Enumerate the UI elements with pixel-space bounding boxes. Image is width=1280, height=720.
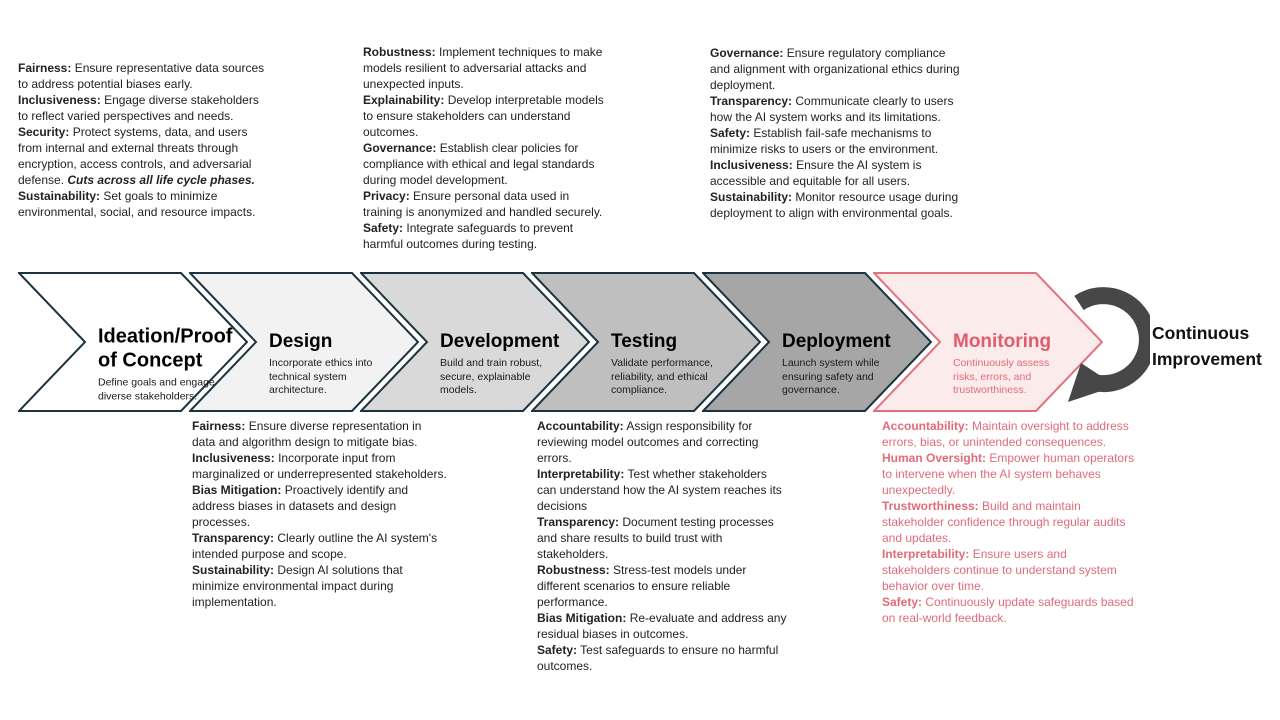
note-item-label: Safety: xyxy=(882,595,923,609)
note-item-text: Proactively identify and address biases in datasets and design processes. xyxy=(192,483,409,529)
stage-description: Continuously assess risks, errors, and trustworthiness. xyxy=(953,357,1050,397)
note-item-text: Engage diverse stakeholders to reflect varied perspectives and needs. xyxy=(18,93,259,123)
stage-description: Incorporate ethics into technical system architecture. xyxy=(269,357,373,397)
note-item-label: Fairness: xyxy=(18,61,72,75)
note-item-label: Transparency: xyxy=(710,94,793,108)
note-item-label: Interpretability: xyxy=(882,547,970,561)
note-item-label: Sustainability: xyxy=(710,190,793,204)
note-item-label: Robustness: xyxy=(537,563,610,577)
stage-title: Testing xyxy=(611,331,678,353)
note-item-label: Safety: xyxy=(363,221,404,235)
note-item-label: Inclusiveness: xyxy=(18,93,101,107)
stage-description: Launch system while ensuring safety and governance. xyxy=(782,357,880,397)
note-item-text: Maintain oversight to address errors, bias, or unintended consequences. xyxy=(882,419,1129,449)
note-item-text: Re-evaluate and address any residual biases in outcomes. xyxy=(537,611,787,641)
note-item-label: Sustainability: xyxy=(18,189,101,203)
note-item-text: Stress-test models under different scenarios to ensure reliable performance. xyxy=(537,563,747,609)
note-item-text: Ensure representative data sources to address potential biases early. xyxy=(18,61,265,91)
note-item-label: Governance: xyxy=(710,46,784,60)
note-item-text: Ensure diverse representation in data and algorithm design to mitigate bias. xyxy=(192,419,422,449)
stage-description: Validate performance, reliability, and ethical compliance. xyxy=(611,357,713,397)
note-item-text: Design AI solutions that minimize environmental impact during implementation. xyxy=(192,563,403,609)
note-item-text: Build and maintain stakeholder confidence through regular audits and updates. xyxy=(882,499,1126,545)
note-item-label: Transparency: xyxy=(192,531,275,545)
continuous-improvement-loop-arrow-icon xyxy=(1060,276,1150,408)
note-item-label: Governance: xyxy=(363,141,437,155)
note-item-label: Inclusiveness: xyxy=(710,158,793,172)
note-item-label: Accountability: xyxy=(882,419,969,433)
note-item-text: Test safeguards to ensure no harmful outcomes. xyxy=(537,643,779,673)
note-item-label: Interpretability: xyxy=(537,467,625,481)
note-item-emphasis: Cuts across all life cycle phases. xyxy=(67,173,255,187)
note-item-text: Develop interpretable models to ensure stakeholders can understand outcomes. xyxy=(363,93,604,139)
note-item-text: Clearly outline the AI system's intended purpose and scope. xyxy=(192,531,438,561)
note-item-text: Ensure the AI system is accessible and equitable for all users. xyxy=(710,158,922,188)
note-item-text: Empower human operators to intervene when the AI system behaves unexpectedly. xyxy=(882,451,1135,497)
note-item-text: Integrate safeguards to prevent harmful outcomes during testing. xyxy=(363,221,574,251)
note-item-label: Trustworthiness: xyxy=(882,499,979,513)
note-item-text: Implement techniques to make models resilient to adversarial attacks and unexpected inputs. xyxy=(363,45,603,91)
note-item-label: Accountability: xyxy=(537,419,624,433)
note-item-text: Document testing processes and share results to build trust with stakeholders. xyxy=(537,515,774,561)
note-item-text: Establish fail-safe mechanisms to minimize risks to users or the environment. xyxy=(710,126,939,156)
note-item-label: Bias Mitigation: xyxy=(537,611,627,625)
note-item-text: Set goals to minimize environmental, social, and resource impacts. xyxy=(18,189,256,219)
note-item-label: Inclusiveness: xyxy=(192,451,275,465)
note-item-text: Ensure personal data used in training is anonymized and handled securely. xyxy=(363,189,603,219)
stage-title: Design xyxy=(269,331,333,353)
stage-description: Build and train robust, secure, explainable models. xyxy=(440,357,543,397)
note-item-label: Security: xyxy=(18,125,70,139)
note-item-text: Protect systems, data, and users from internal and external threats through encryption, access controls, and adversarial defense. xyxy=(18,125,252,187)
continuous-improvement-label: Continuous Improvement xyxy=(1152,323,1262,369)
note-item-label: Fairness: xyxy=(192,419,246,433)
note-item-text: Ensure regulatory compliance and alignment with organizational ethics during deployment. xyxy=(710,46,960,92)
note-item-text: Assign responsibility for reviewing model outcomes and correcting errors. xyxy=(537,419,759,465)
note-item-text: Monitor resource usage during deployment to align with environmental goals. xyxy=(710,190,959,220)
stage-title: Deployment xyxy=(782,331,891,353)
note-item-label: Sustainability: xyxy=(192,563,275,577)
note-item-text: Ensure users and stakeholders continue to understand system behavior over time. xyxy=(882,547,1117,593)
stage-title: Monitoring xyxy=(953,331,1052,353)
note-item-text: Communicate clearly to users how the AI system works and its limitations. xyxy=(710,94,954,124)
note-item-label: Bias Mitigation: xyxy=(192,483,282,497)
note-item-text: Establish clear policies for compliance with ethical and legal standards during model development. xyxy=(363,141,595,187)
note-item-label: Explainability: xyxy=(363,93,445,107)
note-item-label: Safety: xyxy=(537,643,578,657)
note-item-label: Human Oversight: xyxy=(882,451,987,465)
note-item-label: Safety: xyxy=(710,126,751,140)
note-item-label: Robustness: xyxy=(363,45,436,59)
stage-description: Define goals and engage diverse stakeholders. xyxy=(98,376,215,403)
note-item-label: Transparency: xyxy=(537,515,620,529)
note-item-text: Test whether stakeholders can understand how the AI system reaches its decisions xyxy=(537,467,782,513)
stage-title: Ideation/Proof of Concept xyxy=(98,325,233,372)
note-item-label: Privacy: xyxy=(363,189,410,203)
note-item-text: Continuously update safeguards based on real-world feedback. xyxy=(882,595,1134,625)
stage-title: Development xyxy=(440,331,560,353)
note-item-text: Incorporate input from marginalized or underrepresented stakeholders. xyxy=(192,451,447,481)
